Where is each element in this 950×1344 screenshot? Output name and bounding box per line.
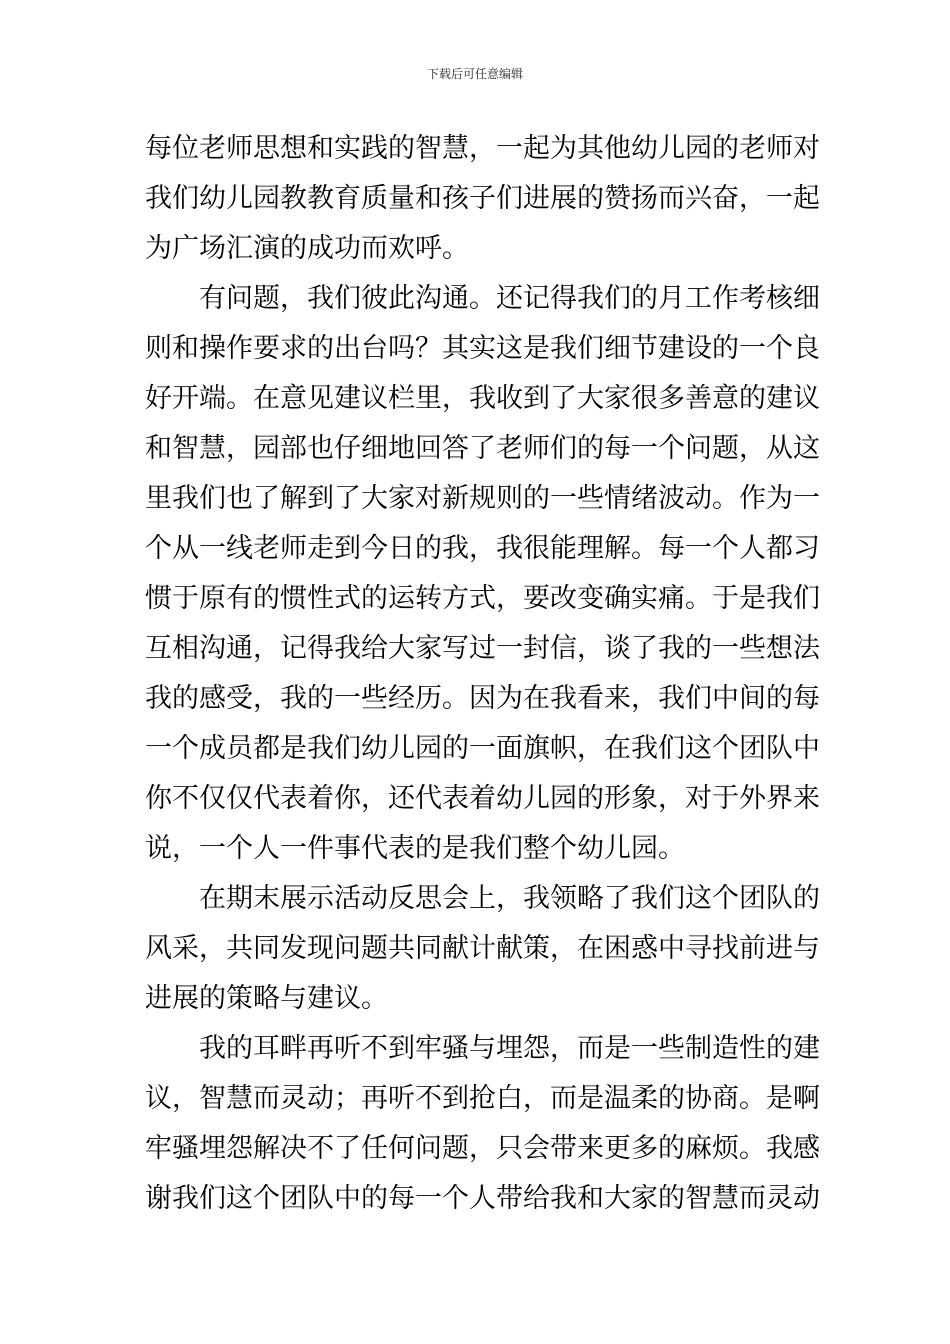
text-line: 进展的策略与建议。 <box>145 983 388 1014</box>
text-line: 我们幼儿园教教育质量和孩子们进展的赞扬而兴奋，一起 <box>145 183 820 214</box>
text-line: 牢骚埋怨解决不了任何问题，只会带来更多的麻烦。我感 <box>145 1133 820 1164</box>
text-line: 一个成员都是我们幼儿园的一面旗帜，在我们这个团队中 <box>145 733 820 764</box>
page-header: 下载后可任意编辑 <box>426 67 523 81</box>
text-line: 在期末展示活动反思会上，我领略了我们这个团队的 <box>145 883 820 914</box>
text-line: 我的感受，我的一些经历。因为在我看来，我们中间的每 <box>145 683 820 714</box>
text-line: 风采，共同发现问题共同献计献策，在困惑中寻找前进与 <box>145 933 820 964</box>
document-body <box>145 124 820 1224</box>
text-line: 互相沟通，记得我给大家写过一封信，谈了我的一些想法 <box>145 633 820 664</box>
text-line: 谢我们这个团队中的每一个人带给我和大家的智慧而灵动 <box>145 1183 820 1214</box>
text-line: 有问题，我们彼此沟通。还记得我们的月工作考核细 <box>145 283 820 314</box>
text-line: 为广场汇演的成功而欢呼。 <box>145 233 469 264</box>
text-line: 说，一个人一件事代表的是我们整个幼儿园。 <box>145 833 685 864</box>
text-line: 则和操作要求的出台吗？其实这是我们细节建设的一个良 <box>145 333 820 364</box>
text-line: 议，智慧而灵动；再听不到抢白，而是温柔的协商。是啊 <box>145 1083 820 1114</box>
text-line: 你不仅仅代表着你，还代表着幼儿园的形象，对于外界来 <box>145 783 820 814</box>
text-line: 个从一线老师走到今日的我，我很能理解。每一个人都习 <box>145 533 820 564</box>
text-line: 好开端。在意见建议栏里，我收到了大家很多善意的建议 <box>145 383 820 414</box>
text-line: 和智慧，园部也仔细地回答了老师们的每一个问题，从这 <box>145 433 820 464</box>
text-line: 里我们也了解到了大家对新规则的一些情绪波动。作为一 <box>145 483 820 514</box>
text-line: 我的耳畔再听不到牢骚与埋怨，而是一些制造性的建 <box>145 1033 820 1064</box>
text-line: 惯于原有的惯性式的运转方式，要改变确实痛。于是我们 <box>145 583 820 614</box>
text-line: 每位老师思想和实践的智慧，一起为其他幼儿园的老师对 <box>145 133 820 164</box>
